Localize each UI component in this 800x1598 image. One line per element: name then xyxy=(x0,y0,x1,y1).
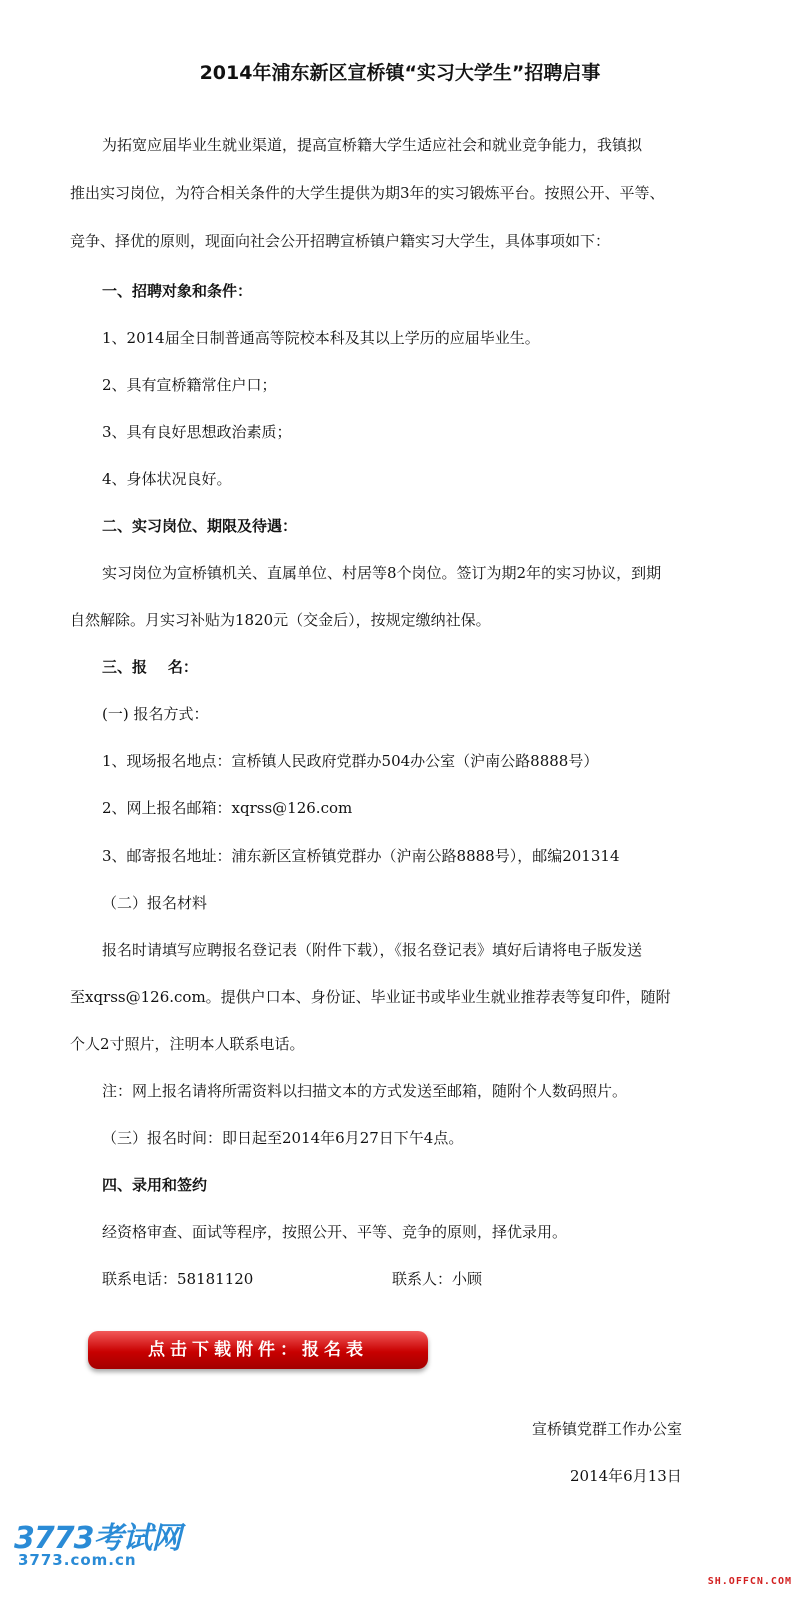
section-4-line: 经资格审查、面试等程序，按照公开、平等、竞争的原则，择优录用。 xyxy=(102,1223,568,1241)
page-title: 2014年浦东新区宣桥镇“实习大学生”招聘启事 xyxy=(199,62,601,84)
section-1-heading: 一、招聘对象和条件： xyxy=(102,282,253,300)
watermark-site: 3773.com.cn xyxy=(18,1551,137,1569)
section-2-line: 实习岗位为宣桥镇机关、直属单位、村居等8个岗位。签订为期2年的实习协议，到期 xyxy=(102,564,662,582)
note-line: 注：网上报名请将所需资料以扫描文本的方式发送至邮箱，随附个人数码照片。 xyxy=(102,1082,628,1100)
material-line: 报名时请填写应聘报名登记表（附件下载），《报名登记表》填好后请将电子版发送 xyxy=(102,941,643,959)
signature-date: 2014年6月13日 xyxy=(570,1467,682,1485)
intro-line: 为拓宽应届毕业生就业渠道，提高宣桥籍大学生适应社会和就业竞争能力，我镇拟 xyxy=(102,136,643,154)
watermark-logo: 3773考试网 xyxy=(14,1521,181,1556)
method-item: 3、邮寄报名地址：浦东新区宣桥镇党群办（沪南公路8888号），邮编201314 xyxy=(102,847,620,865)
watermark-corner: SH.OFFCN.COM xyxy=(707,1576,792,1587)
material-line: 个人2寸照片，注明本人联系电话。 xyxy=(70,1035,305,1053)
method-item: 2、网上报名邮箱：xqrss@126.com xyxy=(102,799,353,817)
intro-line: 推出实习岗位，为符合相关条件的大学生提供为期3年的实习锻炼平台。按照公开、平等、 xyxy=(70,184,665,202)
contact-phone: 联系电话：58181120 xyxy=(102,1270,254,1288)
time-line: （三）报名时间：即日起至2014年6月27日下午4点。 xyxy=(102,1129,464,1147)
condition-item: 3、具有良好思想政治素质； xyxy=(102,423,292,441)
method-item: 1、现场报名地点：宣桥镇人民政府党群办504办公室（沪南公路8888号） xyxy=(102,752,599,770)
condition-item: 4、身体状况良好。 xyxy=(102,470,232,488)
contact-person: 联系人：小顾 xyxy=(392,1270,483,1288)
intro-line: 竞争、择优的原则，现面向社会公开招聘宣桥镇户籍实习大学生，具体事项如下： xyxy=(70,232,611,250)
section-4-heading: 四、录用和签约 xyxy=(102,1176,208,1194)
condition-item: 1、2014届全日制普通高等院校本科及其以上学历的应届毕业生。 xyxy=(102,329,540,347)
section-3-heading: 三、报 名： xyxy=(102,658,198,676)
intro-paragraph xyxy=(70,121,760,265)
section-2-line: 自然解除。月实习补贴为1820元（交金后），按规定缴纳社保。 xyxy=(70,611,491,629)
method-heading: (一) 报名方式： xyxy=(102,705,209,723)
material-line: 至xqrss@126.com。提供户口本、身份证、毕业证书或毕业生就业推荐表等复印件，随附 xyxy=(70,988,671,1006)
condition-item: 2、具有宣桥籍常住户口； xyxy=(102,376,277,394)
signature-org: 宣桥镇党群工作办公室 xyxy=(532,1420,683,1438)
section-2-heading: 二、实习岗位、期限及待遇： xyxy=(102,517,298,535)
download-attachment-button[interactable]: 点击下载附件：报名表 xyxy=(88,1331,428,1369)
material-heading: （二）报名材料 xyxy=(102,894,208,912)
